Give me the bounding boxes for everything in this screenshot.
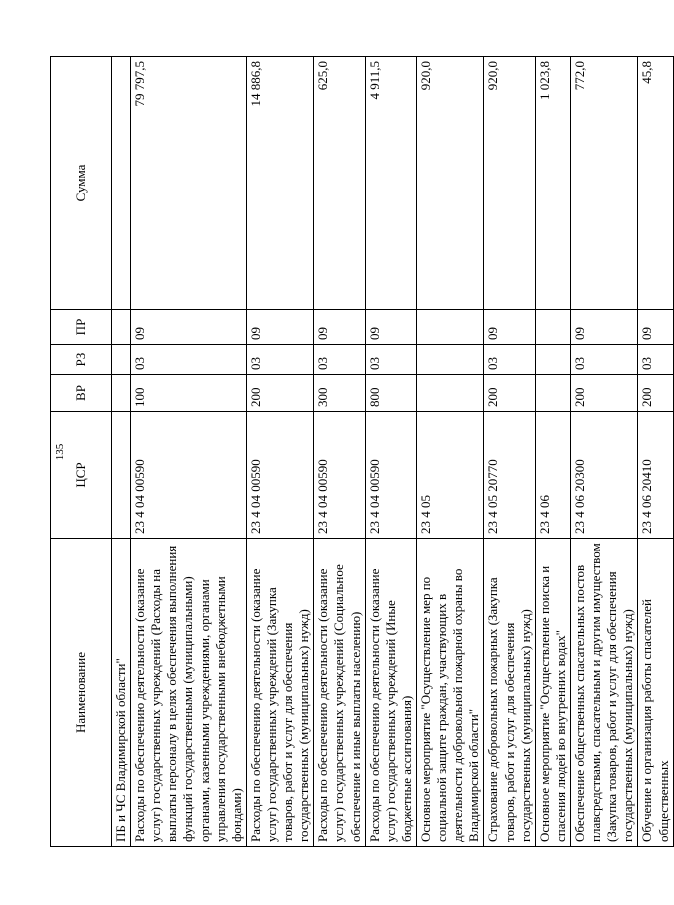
cell-rz <box>112 345 131 375</box>
cell-sum: 45,8 <box>638 57 673 310</box>
rotated-page-content <box>50 57 671 847</box>
cell-sum: 920,0 <box>416 57 483 310</box>
cell-name: Расходы по обеспечению деятельности (оказание услуг) государственных учреждений (Социальное обеспечение и иные выплаты населению) <box>314 539 365 847</box>
cell-pr: 09 <box>638 310 673 345</box>
cell-vr <box>416 375 483 412</box>
cell-vr <box>535 375 570 412</box>
cell-rz: 03 <box>484 345 535 375</box>
cell-sum: 1 023,8 <box>535 57 570 310</box>
cell-pr <box>112 310 131 345</box>
cell-name: Расходы по обеспечению деятельности (оказание услуг) государственных учреждений (Иные бюджетные ассигнования) <box>365 539 416 847</box>
cell-vr: 300 <box>314 375 365 412</box>
cell-rz: 03 <box>246 345 313 375</box>
cell-vr: 200 <box>570 375 637 412</box>
cell-rz: 03 <box>638 345 673 375</box>
header-name: Наименование <box>51 539 112 847</box>
cell-name: Расходы по обеспечению деятельности (оказание услуг) государственных учреждений (Закупка товаров, работ и услуг для обеспечения государственных (муниципальных) нужд) <box>246 539 313 847</box>
cell-name: Страхование добровольных пожарных (Закупка товаров, работ и услуг для обеспечения государственных (муниципальных) нужд) <box>484 539 535 847</box>
header-rz: РЗ <box>51 345 112 375</box>
cell-name: Расходы по обеспечению деятельности (оказание услуг) государственных учреждений (Расходы на выплаты персоналу в целях обеспечения выполнения функций государственными (муниципальными) органами, казенными учреждениями, органами управления государственными внебюджетными фондами) <box>131 539 247 847</box>
table-row <box>131 57 247 847</box>
cell-pr: 09 <box>570 310 637 345</box>
cell-sum: 14 886,8 <box>246 57 313 310</box>
cell-vr: 200 <box>484 375 535 412</box>
cell-pr: 09 <box>484 310 535 345</box>
cell-csr: 23 4 06 20410 <box>638 412 673 539</box>
cell-pr: 09 <box>314 310 365 345</box>
cell-name: Основное мероприятие "Осуществление поиска и спасения людей во внутренних водах" <box>535 539 570 847</box>
cell-csr: 23 4 05 <box>416 412 483 539</box>
table-row <box>638 57 673 847</box>
table-row <box>535 57 570 847</box>
cell-sum: 625,0 <box>314 57 365 310</box>
table-row <box>570 57 637 847</box>
cell-csr <box>112 412 131 539</box>
cell-rz: 03 <box>365 345 416 375</box>
cell-name: Основное мероприятие "Осуществление мер по социальной защите граждан, участвующих в деятельности добровольной пожарной охраны во Владимирской области" <box>416 539 483 847</box>
cell-sum <box>112 57 131 310</box>
cell-name: ПБ и ЧС Владимирской области" <box>112 539 131 847</box>
cell-sum: 772,0 <box>570 57 637 310</box>
header-csr: ЦСР <box>51 412 112 539</box>
cell-vr <box>112 375 131 412</box>
header-sum: Сумма <box>51 57 112 310</box>
cell-pr <box>416 310 483 345</box>
cell-csr: 23 4 06 <box>535 412 570 539</box>
cell-csr: 23 4 04 00590 <box>246 412 313 539</box>
cell-sum: 920,0 <box>484 57 535 310</box>
cell-name: Обеспечение общественных спасательных постов плавсредствами, спасательным и другим имуществом (Закупка товаров, работ и услуг для обеспечения государственных (муниципальных) нужд) <box>570 539 637 847</box>
table-body <box>112 57 674 847</box>
table-row <box>365 57 416 847</box>
table-row <box>314 57 365 847</box>
budget-table <box>50 56 674 847</box>
table-row <box>484 57 535 847</box>
cell-csr: 23 4 04 00590 <box>131 412 247 539</box>
table-row <box>416 57 483 847</box>
table-row <box>246 57 313 847</box>
cell-sum: 4 911,5 <box>365 57 416 310</box>
cell-csr: 23 4 04 00590 <box>365 412 416 539</box>
header-vr: ВР <box>51 375 112 412</box>
cell-vr: 200 <box>638 375 673 412</box>
cell-rz: 03 <box>570 345 637 375</box>
cell-rz <box>535 345 570 375</box>
cell-name: Обучение и организация работы спасателей общественных <box>638 539 673 847</box>
cell-pr: 09 <box>131 310 247 345</box>
cell-csr: 23 4 04 00590 <box>314 412 365 539</box>
cell-vr: 100 <box>131 375 247 412</box>
cell-pr <box>535 310 570 345</box>
cell-rz: 03 <box>131 345 247 375</box>
page-number: 135 <box>54 443 66 461</box>
cell-vr: 200 <box>246 375 313 412</box>
cell-csr: 23 4 05 20770 <box>484 412 535 539</box>
table-row <box>112 57 131 847</box>
cell-csr: 23 4 06 20300 <box>570 412 637 539</box>
cell-rz: 03 <box>314 345 365 375</box>
table-header-row <box>51 57 112 847</box>
header-pr: ПР <box>51 310 112 345</box>
cell-pr: 09 <box>246 310 313 345</box>
cell-pr: 09 <box>365 310 416 345</box>
cell-sum: 79 797,5 <box>131 57 247 310</box>
cell-rz <box>416 345 483 375</box>
cell-vr: 800 <box>365 375 416 412</box>
